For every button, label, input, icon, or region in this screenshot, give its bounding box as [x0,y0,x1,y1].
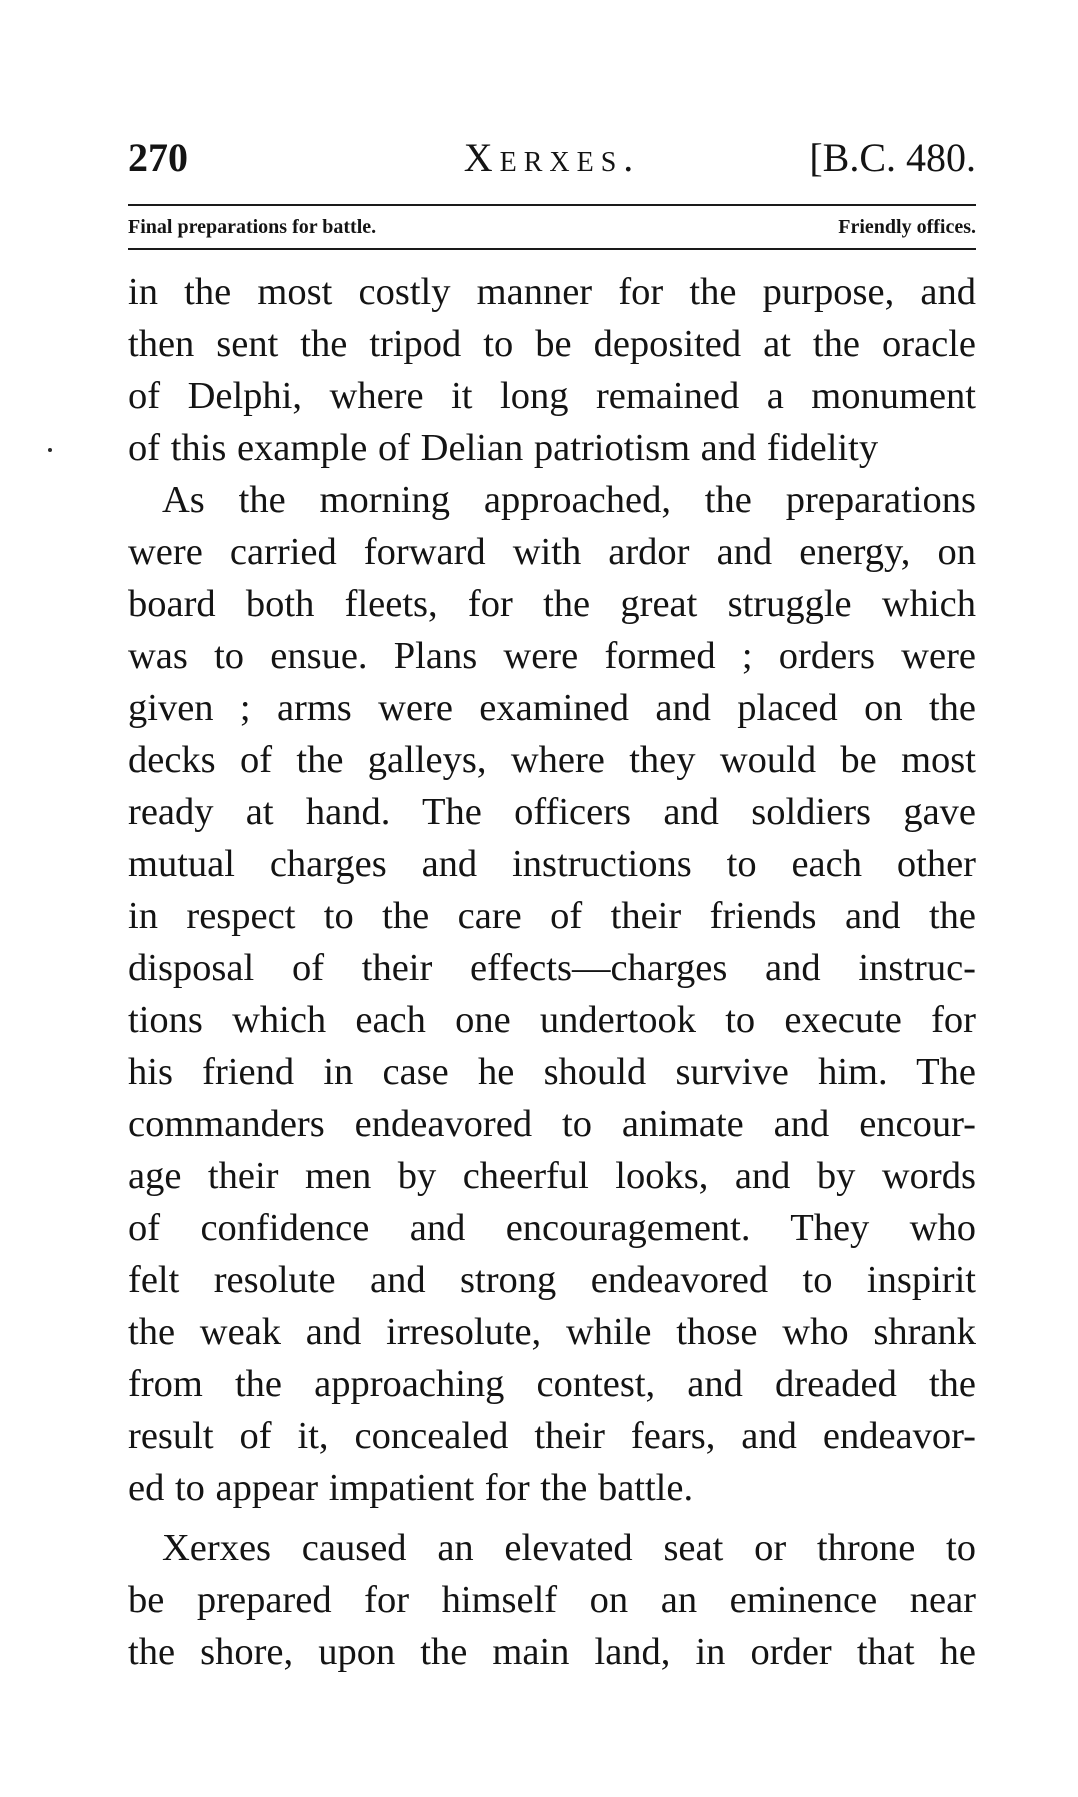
text-line: of confidence and encouragement. They who [128,1207,976,1249]
running-title: Xerxes. [463,135,641,180]
text-line: given ; arms were examined and placed on the [128,687,976,729]
text-line: disposal of their effects—charges and instruc- [128,947,976,989]
text-line: ready at hand. The officers and soldiers gave [128,791,976,833]
paragraph [128,266,976,474]
paragraph [128,474,976,1514]
body-text [128,266,976,1678]
header-rule-bottom [128,248,976,250]
text-line: the weak and irresolute, while those who shrank [128,1311,976,1353]
text-line: were carried forward with ardor and energy, on [128,531,976,573]
text-line: of this example of Delian patriotism and fidelity [128,427,879,469]
text-line: be prepared for himself on an eminence near [128,1579,976,1621]
text-line: age their men by cheerful looks, and by words [128,1155,976,1197]
text-line: the shore, upon the main land, in order that he [128,1631,976,1673]
text-line: commanders endeavored to animate and encour- [128,1103,976,1145]
paragraph [128,1522,976,1678]
marginal-subheads [128,210,976,244]
text-line: board both fleets, for the great struggle which [128,583,976,625]
subhead-right: Friendly offices. [838,216,976,238]
text-line: was to ensue. Plans were formed ; orders were [128,635,976,677]
date-reference: [B.C. 480. [809,135,976,180]
text-line: tions which each one undertook to execute for [128,999,976,1041]
page-number: 270 [128,135,188,180]
text-line: Xerxes caused an elevated seat or throne to [162,1527,976,1569]
text-line: his friend in case he should survive him. The [128,1051,976,1093]
page-header [128,132,976,184]
text-line: then sent the tripod to be deposited at the oracle [128,323,976,365]
text-line: decks of the galleys, where they would be most [128,739,976,781]
text-line: in respect to the care of their friends and the [128,895,976,937]
text-line: As the morning approached, the preparations [162,479,976,521]
text-line: ed to appear impatient for the battle. [128,1467,694,1509]
text-line: in the most costly manner for the purpose, and [128,271,976,313]
subhead-left: Final preparations for battle. [128,216,377,238]
text-line: of Delphi, where it long remained a monument [128,375,976,417]
text-line: from the approaching contest, and dreaded the [128,1363,976,1405]
text-line: felt resolute and strong endeavored to inspirit [128,1259,976,1301]
text-line: mutual charges and instructions to each other [128,843,976,885]
header-rule-top [128,204,976,206]
margin-speck [48,448,52,452]
text-line: result of it, concealed their fears, and endeavor- [128,1415,976,1457]
